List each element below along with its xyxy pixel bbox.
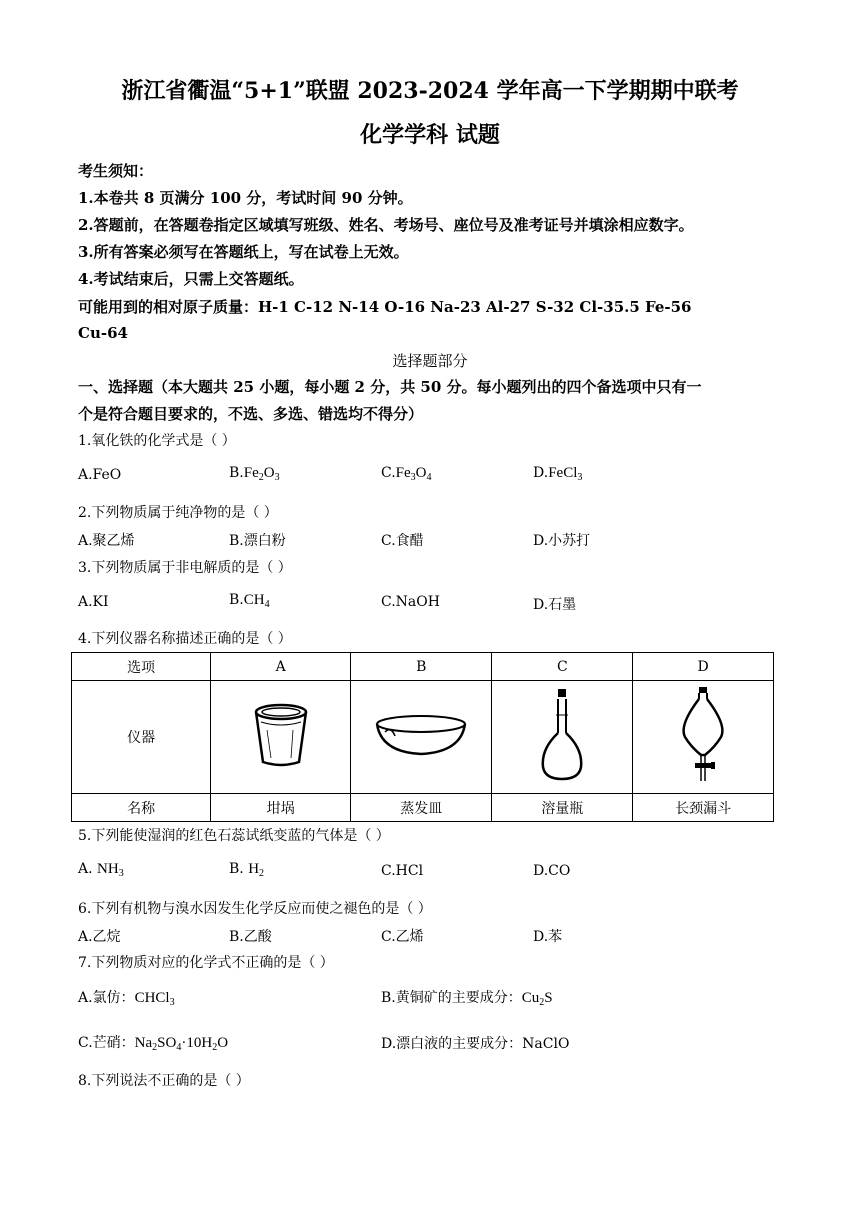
question-1-stem: 1.氧化铁的化学式是（ ） xyxy=(78,433,236,449)
question-1-option-a: A.FeO xyxy=(78,467,122,483)
question-2-option-a: A.聚乙烯 xyxy=(78,533,135,549)
funnel-image xyxy=(633,681,774,794)
notice-heading: 考生须知： xyxy=(78,162,154,180)
table-header-cell: D xyxy=(633,653,774,681)
question-2-stem: 2.下列物质属于纯净物的是（ ） xyxy=(78,505,278,521)
question-1-option-d: D.FeCl$_3$ xyxy=(533,465,583,483)
evaporating-dish-image xyxy=(351,681,492,794)
question-8-stem: 8.下列说法不正确的是（ ） xyxy=(78,1073,250,1089)
exam-subtitle: 化学学科 试题 xyxy=(360,122,500,148)
question-5-option-a: A. $NH_3$ xyxy=(78,861,124,879)
exam-title: 浙江省衢温“5+1”联盟 2023-2024 学年高一下学期期中联考 xyxy=(121,78,739,104)
section-instruction-2: 个是符合题目要求的，不选、多选、错选均不得分） xyxy=(78,405,424,423)
notice-item-3: 3.所有答案必须写在答题纸上，写在试卷上无效。 xyxy=(78,243,409,261)
question-3-option-a: A.KI xyxy=(78,594,109,610)
instrument-table xyxy=(71,652,774,822)
instrument-name: 蒸发皿 xyxy=(351,794,492,822)
table-row-label: 仪器 xyxy=(72,681,211,794)
question-3-option-d: D.石墨 xyxy=(533,597,577,613)
question-7-option-b: B.黄铜矿的主要成分：$Cu_2S$ xyxy=(381,990,553,1008)
question-6-option-c: C.乙烯 xyxy=(381,929,424,945)
instrument-name: 长颈漏斗 xyxy=(633,794,774,822)
table-header-cell: A xyxy=(211,653,351,681)
question-7-stem: 7.下列物质对应的化学式不正确的是（ ） xyxy=(78,955,334,971)
section-instruction-1: 一、选择题（本大题共 25 小题，每小题 2 分，共 50 分。每小题列出的四个备选项中只有一 xyxy=(78,378,702,396)
question-6-stem: 6.下列有机物与溴水因发生化学反应而使之褪色的是（ ） xyxy=(78,901,432,917)
question-3-option-b: $B.CH_4$ xyxy=(229,592,270,610)
table-header-cell: 选项 xyxy=(72,653,211,681)
question-2-option-b: B.漂白粉 xyxy=(229,533,286,549)
volumetric-flask-image xyxy=(492,681,633,794)
question-2-option-d: D.小苏打 xyxy=(533,533,591,549)
instrument-name: 溶量瓶 xyxy=(492,794,633,822)
question-6-option-d: D.苯 xyxy=(533,929,563,945)
question-1-option-b: $B.Fe_2O_3$ xyxy=(229,465,280,483)
notice-item-2: 2.答题前，在答题卷指定区域填写班级、姓名、考场号、座位号及准考证号并填涂相应数字。 xyxy=(78,216,694,234)
question-7-option-c: C.芒硝：$Na_2SO_4\cdot 10H_2O$ xyxy=(78,1035,229,1053)
table-row-label: 名称 xyxy=(72,794,211,822)
question-6-option-a: A.乙烷 xyxy=(78,929,121,945)
question-3-stem: 3.下列物质属于非电解质的是（ ） xyxy=(78,560,292,576)
section-title: 选择题部分 xyxy=(392,352,468,370)
question-3-option-c: C.NaOH xyxy=(381,594,440,610)
question-5-option-b: B. $H_2$ xyxy=(229,861,265,879)
question-5-stem: 5.下列能使湿润的红色石蕊试纸变蓝的气体是（ ） xyxy=(78,828,390,844)
table-header-cell: C xyxy=(492,653,633,681)
notice-item-1: 1.本卷共 8 页满分 100 分，考试时间 90 分钟。 xyxy=(78,189,413,207)
question-2-option-c: C.食醋 xyxy=(381,533,424,549)
question-5-option-d: D.CO xyxy=(533,863,571,879)
question-4-stem: 4.下列仪器名称描述正确的是（ ） xyxy=(78,631,292,647)
crucible-image xyxy=(211,681,351,794)
table-header-cell: B xyxy=(351,653,492,681)
question-5-option-c: C.HCl xyxy=(381,863,424,879)
question-7-option-a: A.氯仿：CHCl$_3$ xyxy=(78,990,175,1008)
question-1-option-c: $C.Fe_3O_4$ xyxy=(381,465,432,483)
instrument-name: 坩埚 xyxy=(211,794,351,822)
question-6-option-b: B.乙酸 xyxy=(229,929,272,945)
atomic-mass-line-2: Cu-64 xyxy=(78,324,128,342)
question-7-option-d: D.漂白液的主要成分：NaClO xyxy=(381,1036,570,1052)
atomic-mass-line-1: 可能用到的相对原子质量：H-1 C-12 N-14 O-16 Na-23 Al-27 S-32 Cl-35.5 Fe-56 xyxy=(78,298,692,316)
notice-item-4: 4.考试结束后，只需上交答题纸。 xyxy=(78,270,304,288)
